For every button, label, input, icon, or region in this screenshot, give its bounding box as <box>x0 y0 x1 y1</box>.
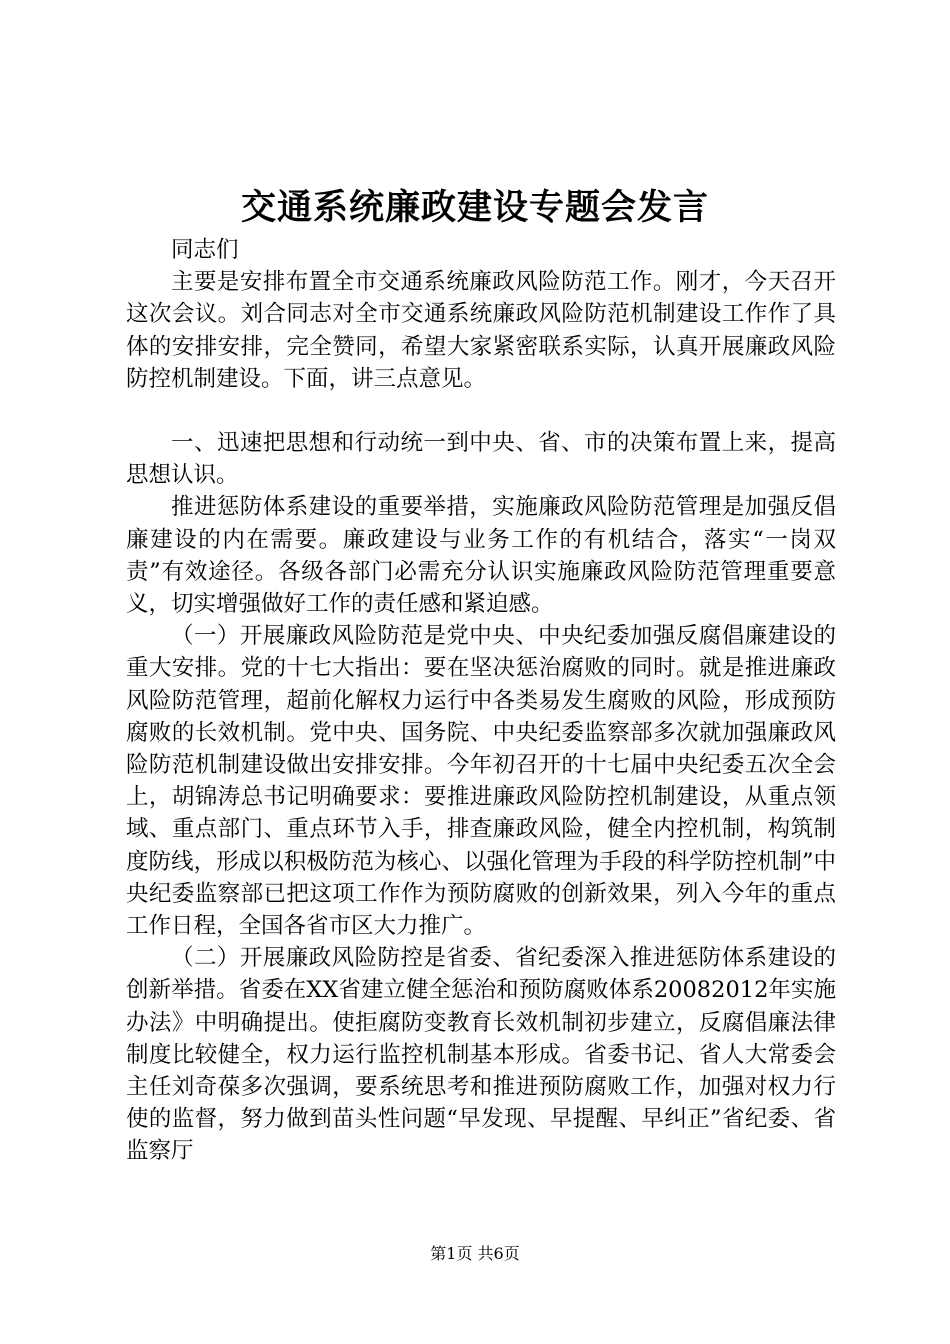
paragraph-point-2: （二）开展廉政风险防控是省委、省纪委深入推进惩防体系建设的创新举措。省委在XX省建立健全惩治和预防腐败体系20082012年实施办法》中明确提出。使拒腐防变教育长效机制初步建立，反腐倡廉法律制度比较健全，权力运行监控机制基本形成。省委书记、省人大常委会主任刘奇葆多次强调，要系统思考和推进预防腐败工作，加强对权力行使的监督，努力做到苗头性问题“早发现、早提醒、早纠正”省纪委、省监察厅 <box>126 945 836 1165</box>
document-title: 交通系统廉政建设专题会发言 <box>240 187 709 228</box>
salutation: 同志们 <box>171 237 239 263</box>
paragraph-point-1: （一）开展廉政风险防范是党中央、中央纪委加强反腐倡廉建设的重大安排。党的十七大指出：要在坚决惩治腐败的同时。就是推进廉政风险防范管理，超前化解权力运行中各类易发生腐败的风险，形成预防腐败的长效机制。党中央、国务院、中央纪委监察部多次就加强廉政风险防范机制建设做出安排安排。今年初召开的十七届中央纪委五次全会上，胡锦涛总书记明确要求：要推进廉政风险防控机制建设，从重点领域、重点部门、重点环节入手，排查廉政风险，健全内控机制，构筑制度防线，形成以积极防范为核心、以强化管理为手段的科学防控机制”中央纪委监察部已把这项工作作为预防腐败的创新效果，列入今年的重点工作日程，全国各省市区大力推广。 <box>126 623 836 940</box>
paragraph-importance: 推进惩防体系建设的重要举措，实施廉政风险防范管理是加强反倡廉建设的内在需要。廉政建设与业务工作的有机结合，落实“一岗双责”有效途径。各级各部门必需充分认识实施廉政风险防范管理重要意义，切实增强做好工作的责任感和紧迫感。 <box>126 494 836 618</box>
paragraph-intro: 主要是安排布置全市交通系统廉政风险防范工作。刚才，今天召开这次会议。刘合同志对全市交通系统廉政风险防范机制建设工作作了具体的安排安排，完全赞同，希望大家紧密联系实际，认真开展廉政风险防控机制建设。下面，讲三点意见。 <box>126 269 836 392</box>
section-heading-1: 一、迅速把思想和行动统一到中央、省、市的决策布置上来，提高思想认识。 <box>126 430 836 489</box>
document-body <box>126 234 836 1168</box>
page-number-footer: 第1页 共6页 <box>430 1244 520 1263</box>
